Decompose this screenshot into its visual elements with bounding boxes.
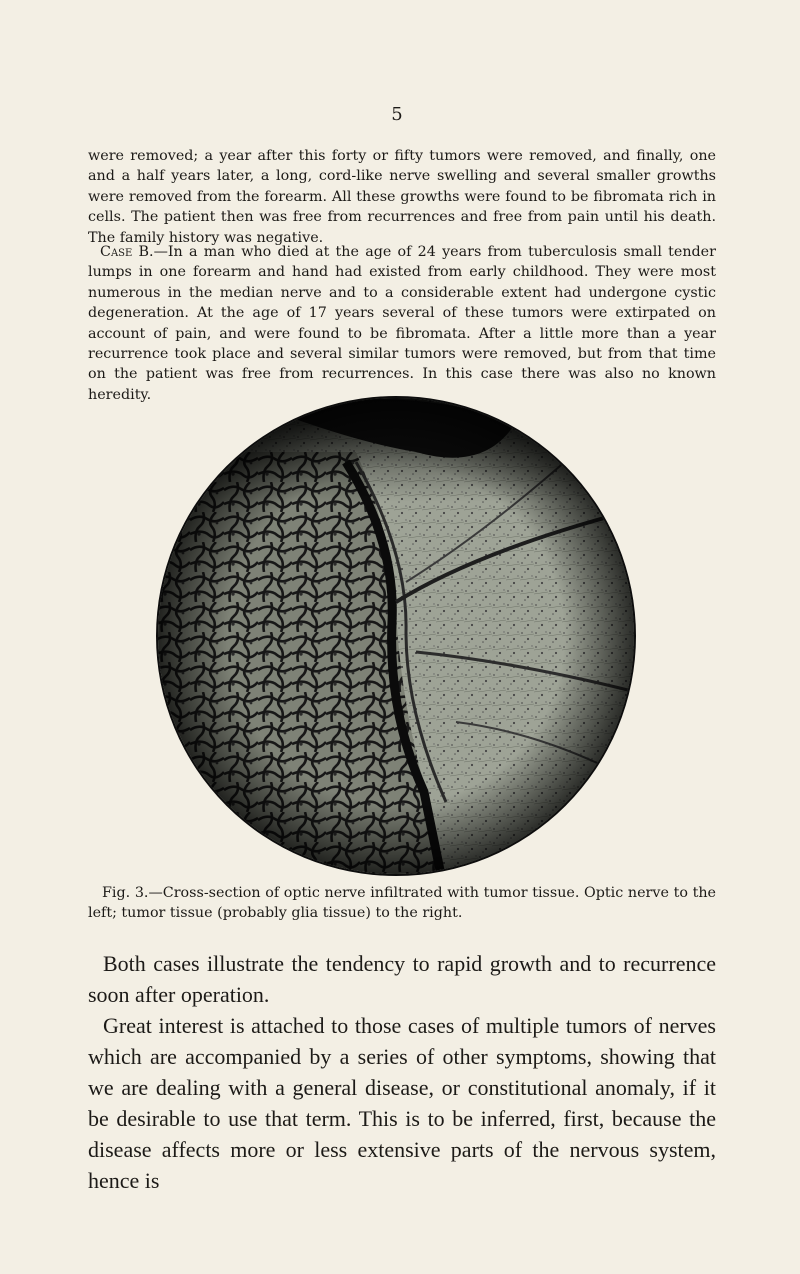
page-number: 5 — [391, 104, 403, 125]
figure-caption — [88, 884, 716, 923]
summary-text: Both cases illustrate the tendency to rapid growth and to recurrence soon after operation. — [88, 951, 716, 1007]
multiple-tumors-paragraph — [88, 1010, 716, 1196]
summary-paragraph — [88, 948, 716, 1010]
figure-caption-text: Fig. 3.—Cross-section of optic nerve infiltrated with tumor tissue. Optic nerve to the left; tumor tissue (probably glia tissue) to the right. — [88, 885, 716, 921]
case-b-paragraph — [88, 242, 716, 405]
case-b-text — [88, 242, 716, 405]
case-a-text: were removed; a year after this forty or fifty tumors were removed, and finally, one and a half years later, a long, cord-like nerve swelling and several smaller growths were removed from the forearm. All these growths were found to be fibromata rich in cells. The patient then was free from recurrences and free from pain until his death. The family history was negative. — [88, 148, 716, 246]
case-b-label: Case B. — [100, 244, 154, 260]
multiple-tumors-text: Great interest is attached to those cases of multiple tumors of nerves which are accompanied by a series of other symptoms, showing that we are dealing with a general disease, or constitutional anomaly, if it be desirable to use that term. This is to be inferred, first, because the disease affects more or less extensive parts of the nervous system, hence is — [88, 1013, 716, 1193]
optic-nerve-micrograph — [156, 392, 636, 880]
case-b-body: —In a man who died at the age of 24 years from tuberculosis small tender lumps in one forearm and hand had existed from early childhood. They were most numerous in the median nerve and to a considerable extent had undergone cystic degeneration. At the age of 17 years several of these tumors were extirpated on account of pain, and were found to be fibromata. After a little more than a year recurrence took place and several similar tumors were removed, but from that time on the patient was free from recurrences. In this case there was also no known heredity. — [88, 244, 716, 403]
case-a-paragraph — [88, 146, 716, 248]
figure-micrograph — [156, 392, 636, 880]
